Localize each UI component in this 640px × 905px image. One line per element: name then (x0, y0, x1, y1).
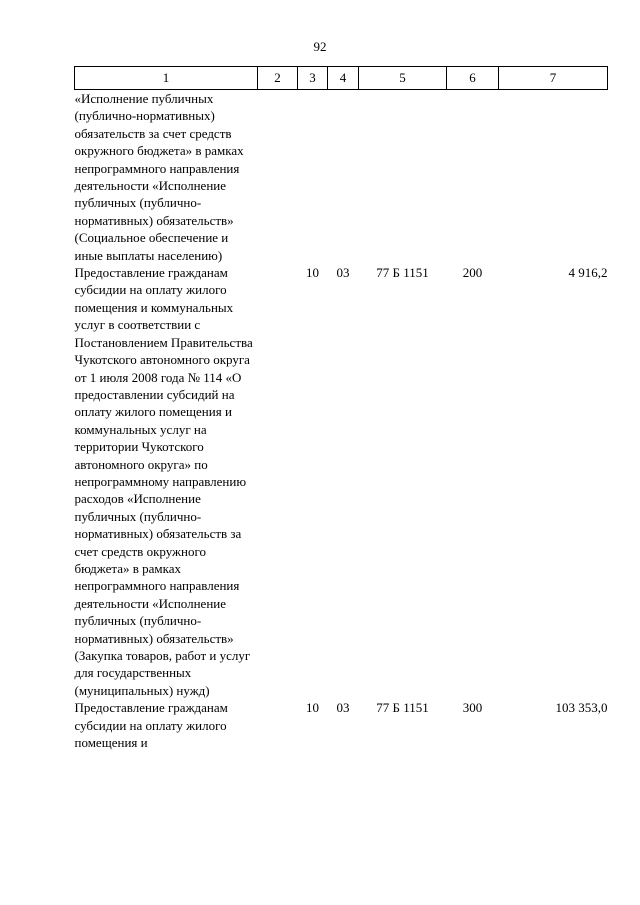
table-row (75, 90, 608, 265)
row-amount (499, 90, 608, 265)
row-col2 (258, 264, 298, 699)
row-description: Предоставление гражданам субсидии на оплату жилого помещения и коммунальных услуг в соответствии с Постановлением Правительства Чукотского автономного округа от 1 июля 2008 года № 114 «О предоставлении субсидий на оплату жилого помещения и коммунальных услуг на территории Чукотского автономного округа» по непрограммному направлению расходов «Исполнение публичных (публично-нормативных) обязательств за счет средств окружного бюджета» в рамках непрограммного направления деятельности «Исполнение публичных (публично-нормативных) обязательств» (Закупка товаров, работ и услуг для государственных (муниципальных) нужд) (74, 265, 253, 698)
row-amount: 103 353,0 (555, 700, 608, 716)
row-subsection (328, 90, 359, 265)
header-cell-6: 6 (447, 67, 499, 90)
header-cell-3: 3 (298, 67, 328, 90)
row-section: 10 (306, 700, 319, 716)
row-subsection: 03 (336, 700, 350, 716)
row-subsection: 03 (336, 265, 350, 281)
table-row (75, 699, 608, 751)
row-expense-type: 200 (462, 265, 483, 281)
row-expense-type: 300 (462, 700, 483, 716)
table-row (75, 264, 608, 699)
row-description: Предоставление гражданам субсидии на оплату жилого помещения и (74, 700, 228, 751)
table-header-row (75, 67, 608, 90)
budget-table (74, 66, 608, 751)
header-cell-4: 4 (328, 67, 359, 90)
row-amount: 4 916,2 (568, 265, 608, 281)
header-cell-1: 1 (75, 67, 258, 90)
row-target: 77 Б 1151 (376, 265, 429, 281)
row-target: 77 Б 1151 (376, 700, 429, 716)
header-cell-2: 2 (258, 67, 298, 90)
page-number: 92 (313, 39, 327, 54)
header-cell-5: 5 (359, 67, 447, 90)
row-section: 10 (306, 265, 319, 281)
row-description: «Исполнение публичных (публично-нормативных) обязательств за счет средств окружного бюджета» в рамках непрограммного направления деятельности «Исполнение публичных (публично-нормативных) обязательств» (Социальное обеспечение и иные выплаты населению) (74, 91, 244, 263)
row-col2 (258, 90, 298, 265)
row-target (359, 90, 447, 265)
row-section (298, 90, 328, 265)
row-expense-type (447, 90, 499, 265)
row-col2 (258, 699, 298, 751)
header-cell-7: 7 (499, 67, 608, 90)
